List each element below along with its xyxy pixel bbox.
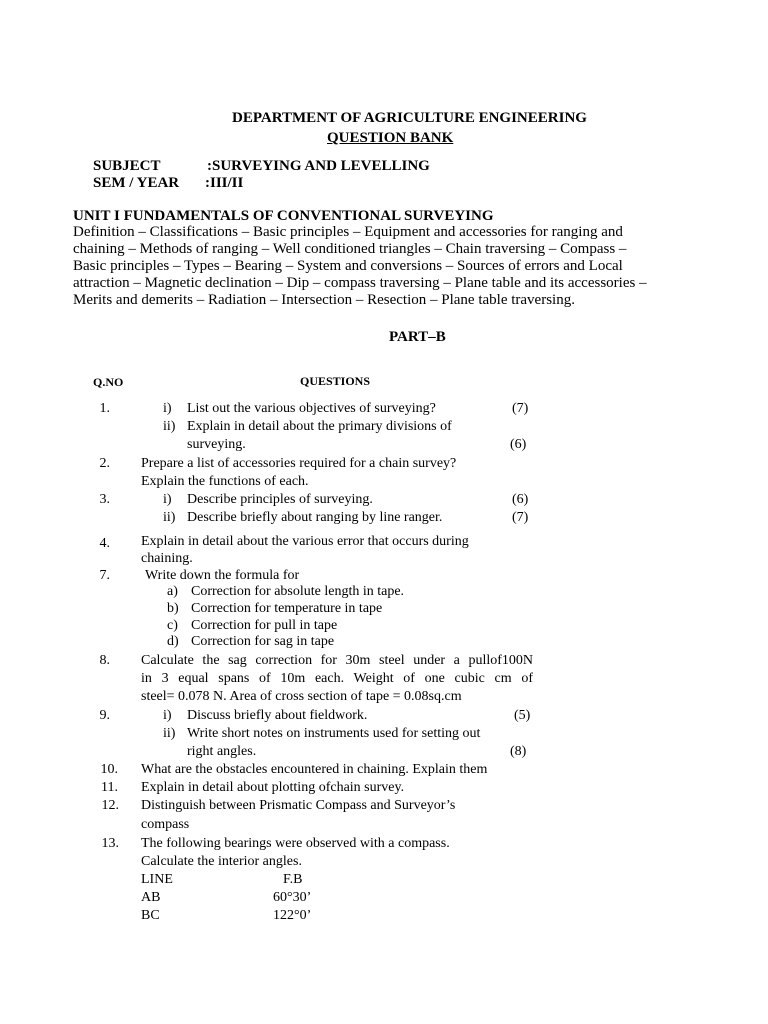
question-text: Write short notes on instruments used for setting out <box>187 726 481 741</box>
question-number: 7. <box>99 568 110 583</box>
marks: (8) <box>510 744 527 759</box>
question-text: Explain in detail about plotting ofchain survey. <box>141 780 405 795</box>
sub-label: b) <box>167 601 179 616</box>
bearing-table-header-line: LINE <box>141 872 173 887</box>
sub-label: ii) <box>163 419 176 434</box>
question-number: 12. <box>101 798 119 813</box>
question-text: Prepare a list of accessories required for a chain survey? <box>141 456 457 471</box>
question-number: 3. <box>99 492 110 507</box>
question-text: What are the obstacles encountered in chaining. Explain them <box>141 762 488 777</box>
question-bank-heading: QUESTION BANK <box>327 130 454 146</box>
question-number: 13. <box>101 836 119 851</box>
question-text: List out the various objectives of surveying? <box>187 401 436 416</box>
part-heading: PART–B <box>389 329 446 345</box>
sem-year-value: :III/II <box>205 175 244 191</box>
question-number: 9. <box>99 708 110 723</box>
marks: (5) <box>514 708 531 723</box>
bearing-table-header-fb: F.B <box>283 872 303 887</box>
syllabus-line: attraction – Magnetic declination – Dip – compass traversing – Plane table and its accessories – <box>73 275 647 291</box>
sub-label: ii) <box>163 510 176 525</box>
question-text: Correction for temperature in tape <box>191 601 383 616</box>
question-text: Calculate the sag correction for 30m steel under a pullof100N <box>141 653 533 668</box>
marks: (7) <box>512 510 529 525</box>
sub-label: a) <box>167 584 178 599</box>
marks: (7) <box>512 401 529 416</box>
sub-label: i) <box>163 401 172 416</box>
syllabus-line: Basic principles – Types – Bearing – System and conversions – Sources of errors and Local <box>73 258 623 274</box>
question-text: Discuss briefly about fieldwork. <box>187 708 368 723</box>
question-text-block <box>141 652 533 706</box>
question-number: 1. <box>99 401 110 416</box>
questions-column-header: QUESTIONS <box>300 374 371 388</box>
question-text: Explain in detail about the various error that occurs during <box>141 534 469 549</box>
sem-year-label: SEM / YEAR <box>93 175 180 191</box>
question-number: 10. <box>100 762 118 777</box>
sub-label: ii) <box>163 726 176 741</box>
syllabus-line: Definition – Classifications – Basic principles – Equipment and accessories for ranging and <box>73 224 623 240</box>
question-number: 11. <box>101 780 118 795</box>
bearing-fb-cell: 122°0’ <box>273 908 312 923</box>
question-text: Correction for pull in tape <box>191 618 338 633</box>
subject-value: :SURVEYING AND LEVELLING <box>207 158 430 174</box>
question-text: chaining. <box>141 551 193 566</box>
sub-label: d) <box>167 634 179 649</box>
question-text: Describe briefly about ranging by line ranger. <box>187 510 443 525</box>
question-number: 8. <box>99 653 110 668</box>
marks: (6) <box>512 492 529 507</box>
question-text: Explain the functions of each. <box>141 474 309 489</box>
department-heading: DEPARTMENT OF AGRICULTURE ENGINEERING <box>232 110 587 126</box>
qno-column-header: Q.NO <box>93 375 124 389</box>
syllabus-line: chaining – Methods of ranging – Well conditioned triangles – Chain traversing – Compass – <box>73 241 627 257</box>
question-text: Calculate the interior angles. <box>141 854 302 869</box>
question-text: Correction for absolute length in tape. <box>191 584 405 599</box>
question-text: in 3 equal spans of 10m each. Weight of one cubic cm of <box>141 671 533 686</box>
unit-syllabus <box>73 224 673 309</box>
sub-label: c) <box>167 618 178 633</box>
unit-title: UNIT I FUNDAMENTALS OF CONVENTIONAL SURVEYING <box>73 208 494 224</box>
question-text: Distinguish between Prismatic Compass and Surveyor’s <box>141 798 456 813</box>
marks: (6) <box>510 437 527 452</box>
question-text: Describe principles of surveying. <box>187 492 373 507</box>
bearing-line-cell: AB <box>141 890 161 905</box>
question-text: steel= 0.078 N. Area of cross section of tape = 0.08sq.cm <box>141 689 462 704</box>
bearing-line-cell: BC <box>141 908 160 923</box>
question-text: compass <box>141 817 190 832</box>
question-text: right angles. <box>187 744 257 759</box>
question-text: The following bearings were observed with a compass. <box>141 836 450 851</box>
question-text: Explain in detail about the primary divisions of <box>187 419 452 434</box>
question-number: 4. <box>99 536 110 551</box>
question-text: Write down the formula for <box>145 568 300 583</box>
question-text: surveying. <box>187 437 246 452</box>
question-number: 2. <box>99 456 110 471</box>
question-text: Correction for sag in tape <box>191 634 335 649</box>
bearing-fb-cell: 60°30’ <box>273 890 312 905</box>
syllabus-line: Merits and demerits – Radiation – Intersection – Resection – Plane table traversing. <box>73 292 575 308</box>
sub-label: i) <box>163 492 172 507</box>
subject-label: SUBJECT <box>93 158 161 174</box>
sub-label: i) <box>163 708 172 723</box>
